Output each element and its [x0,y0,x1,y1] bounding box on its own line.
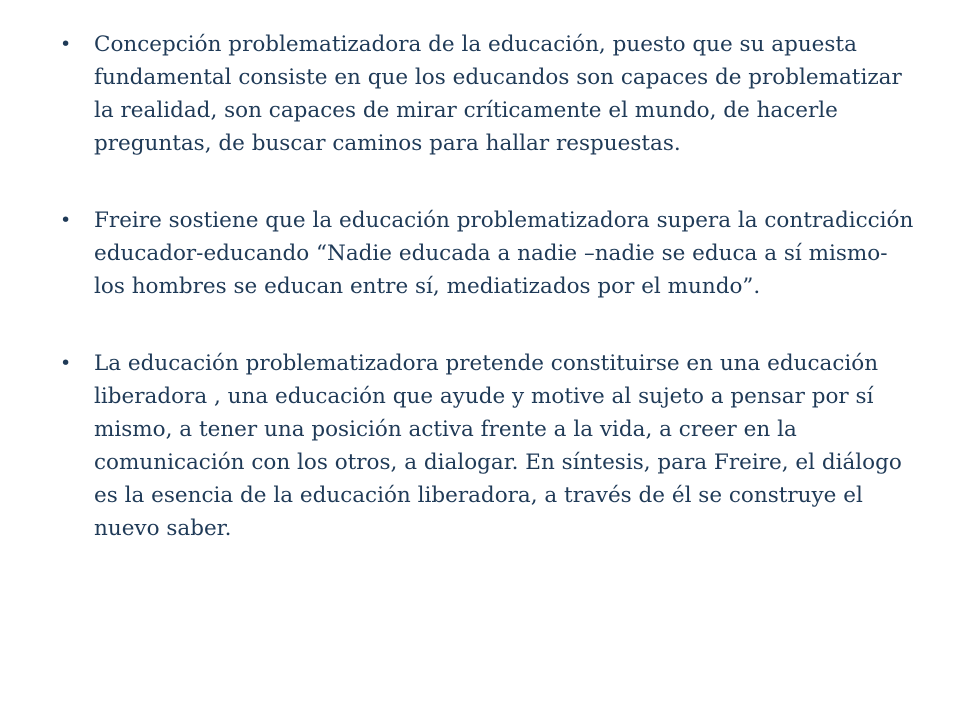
bullet-item-2 [56,204,916,303]
bullet-icon: • [60,209,72,231]
bullet-text: La educación problematizadora pretende constituirse en una educación liberadora , una educación que ayude y motive al sujeto a pensar por sí mismo, a tener una posición activa frente a la vida, a creer en la comunicación con los otros, a dialogar. En síntesis, para Freire, el diálogo es la esencia de la educación liberadora, a través de él se construye el nuevo saber. [94,351,902,541]
bullet-item-3 [56,347,916,545]
bullet-list [56,28,916,589]
bullet-icon: • [60,33,72,55]
bullet-icon: • [60,352,72,374]
bullet-item-1 [56,28,916,160]
bullet-text: Concepción problematizadora de la educación, puesto que su apuesta fundamental consiste en que los educandos son capaces de problematizar la realidad, son capaces de mirar críticamente el mundo, de hacerle preguntas, de buscar caminos para hallar respuestas. [94,32,902,156]
bullet-text: Freire sostiene que la educación problematizadora supera la contradicción educador-educando “Nadie educada a nadie –nadie se educa a sí mismo- los hombres se educan entre sí, mediatizados por el mundo”. [94,208,914,299]
